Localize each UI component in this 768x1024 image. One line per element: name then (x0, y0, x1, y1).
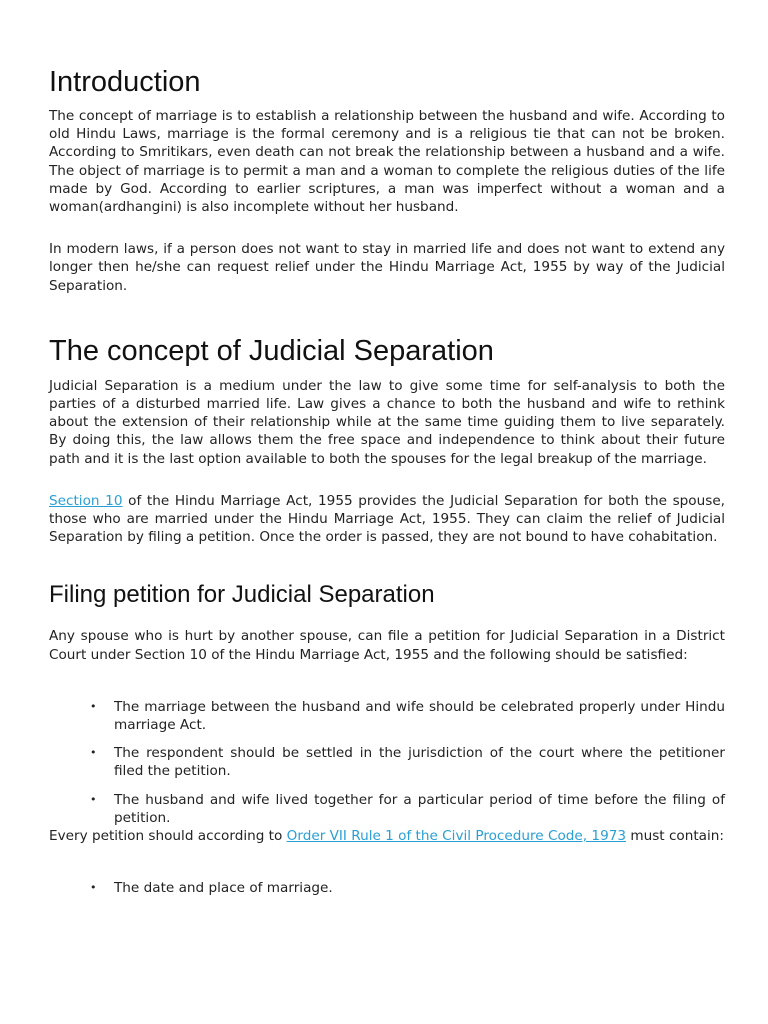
filing-paragraph-2-after: must contain: (626, 828, 724, 845)
list-item (49, 791, 725, 827)
list-item-text: The marriage between the husband and wife should be celebrated properly under Hindu marriage Act. (114, 698, 725, 734)
bullet-icon: • (90, 746, 97, 760)
heading-concept-judicial-separation: The concept of Judicial Separation (49, 334, 494, 367)
order-vii-rule-1-link[interactable]: Order VII Rule 1 of the Civil Procedure Code, 1973 (286, 828, 627, 845)
filing-paragraph-1: Any spouse who is hurt by another spouse, can file a petition for Judicial Separation in a District Court under Section 10 of the Hindu Marriage Act, 1955 and the following should be satisfied: (49, 628, 725, 663)
bullet-icon: • (90, 881, 97, 895)
section-10-link[interactable]: Section 10 (49, 492, 123, 509)
list-item-text: The husband and wife lived together for a particular period of time before the filing of petition. (114, 791, 725, 826)
petition-contents-list (49, 879, 725, 897)
filing-paragraph-2 (49, 827, 725, 845)
list-item (49, 744, 725, 780)
intro-paragraph-1: The concept of marriage is to establish a relationship between the husband and wife. According to old Hindu Laws, marriage is the formal ceremony and is a religious tie that can not be broken. According to Smritikars, even death can not break the relationship between a husband and a wife. The object of marriage is to permit a man and a woman to complete the religious duties of the life made by God. According to earlier scriptures, a man was imperfect without a woman and a woman(ardhangini) is also incomplete without her husband. (49, 108, 725, 216)
bullet-icon: • (90, 792, 97, 806)
bullet-icon: • (90, 699, 97, 713)
intro-paragraph-2: In modern laws, if a person does not want to stay in married life and does not want to extend any longer then he/she can request relief under the Hindu Marriage Act, 1955 by way of the Judicial Separation. (49, 241, 725, 294)
filing-paragraph-2-before: Every petition should according to (49, 828, 287, 845)
heading-introduction: Introduction (49, 66, 201, 98)
concept-paragraph-2-text: of the Hindu Marriage Act, 1955 provides the Judicial Separation for both the spouse, those who are married under the Hindu Marriage Act, 1955. They can claim the relief of Judicial Separation by filing a petition. Once the order is passed, they are not bound to have cohabitation. (49, 492, 726, 546)
list-item (49, 879, 725, 897)
list-item (49, 698, 725, 734)
document-page (49, 62, 725, 897)
list-item-text: The date and place of marriage. (114, 880, 333, 897)
list-item-text: The respondent should be settled in the jurisdiction of the court where the petitioner filed the petition. (114, 745, 725, 780)
concept-paragraph-1: Judicial Separation is a medium under the law to give some time for self-analysis to both the parties of a disturbed married life. Law gives a chance to both the husband and wife to rethink about the extension of their relationship while at the same time guiding them to live separately. By doing this, the law allows them the free space and independence to think about their future path and it is the last option available to both the spouses for the legal breakup of the marriage. (49, 377, 725, 467)
conditions-list (49, 698, 725, 827)
concept-paragraph-2 (49, 492, 725, 547)
heading-filing-petition: Filing petition for Judicial Separation (49, 581, 435, 609)
